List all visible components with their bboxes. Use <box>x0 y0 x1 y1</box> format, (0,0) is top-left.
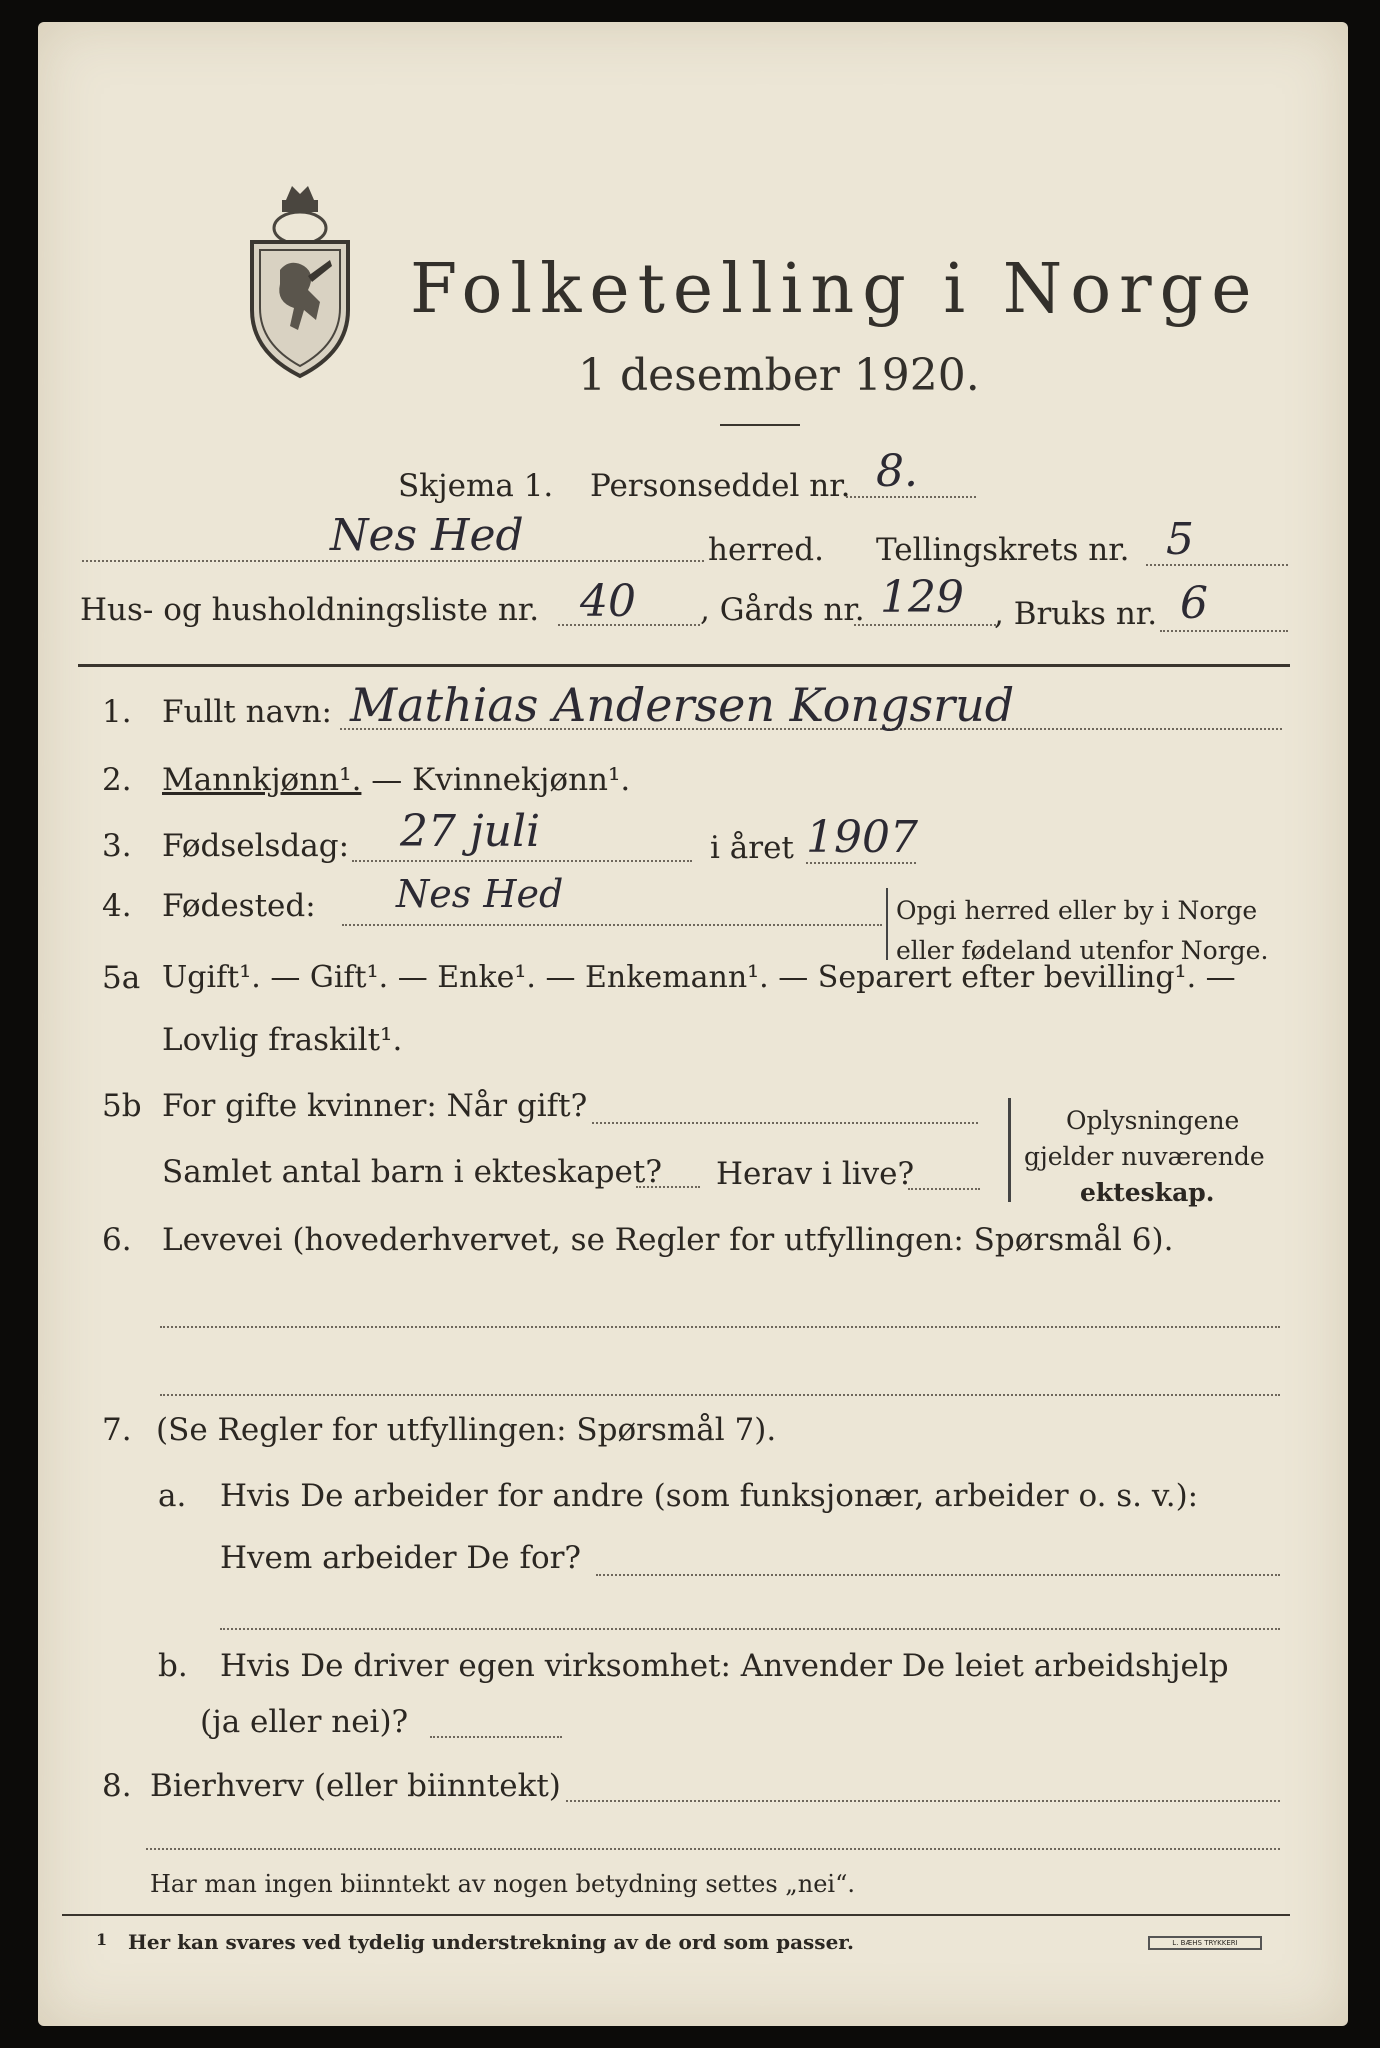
q6-field-line-2[interactable] <box>160 1394 1280 1396</box>
gards-value[interactable]: 129 <box>880 572 964 623</box>
q1-label: Fullt navn: <box>162 694 332 730</box>
form-title: Folketelling i Norge <box>410 250 1260 329</box>
q5b-number: 5b <box>102 1088 142 1124</box>
q5b-note-brace <box>1008 1098 1011 1202</box>
q5b-note-line3: ekteskap. <box>1080 1178 1215 1207</box>
q8-field-line-2[interactable] <box>146 1848 1280 1850</box>
q7a-label: a. <box>158 1478 187 1514</box>
q6-number: 6. <box>102 1222 132 1258</box>
q7-text: (Se Regler for utfyllingen: Spørsmål 7). <box>156 1412 777 1448</box>
q7b-label: b. <box>158 1648 188 1684</box>
q7a-line2: Hvem arbeider De for? <box>220 1540 582 1576</box>
footnote-mark: 1 <box>96 1930 108 1949</box>
q7b-field-line[interactable] <box>430 1736 562 1738</box>
hus-label: Hus- og husholdningsliste nr. <box>80 592 540 628</box>
q4-note-line2: eller fødeland utenfor Norge. <box>896 936 1269 965</box>
bruks-label: , Bruks nr. <box>994 596 1158 632</box>
q5b-children-field[interactable] <box>636 1186 700 1188</box>
q6-field-line-1[interactable] <box>160 1326 1280 1328</box>
herred-value[interactable]: Nes Hed <box>330 510 524 561</box>
q1-fullname-value[interactable]: Mathias Andersen Kongsrud <box>350 678 1015 732</box>
norwegian-coat-of-arms-icon <box>246 180 354 380</box>
q5b-note-line1: Oplysningene <box>1066 1106 1240 1135</box>
q4-birthplace-value[interactable]: Nes Hed <box>396 872 564 916</box>
form-date: 1 desember 1920. <box>578 350 980 401</box>
tellingskrets-label: Tellingskrets nr. <box>876 532 1130 568</box>
q4-label: Fødested: <box>162 888 316 924</box>
q2-male-text: Mannkjønn¹. <box>162 762 362 798</box>
q5b-alive-label: Herav i live? <box>716 1156 915 1192</box>
q2-female-text: — Kvinnekjønn¹. <box>361 762 631 798</box>
q7b-line1: Hvis De driver egen virksomhet: Anvender De leiet arbeidshjelp <box>220 1648 1229 1684</box>
footnote-divider <box>62 1914 1290 1916</box>
gards-field-line <box>854 624 996 626</box>
q1-number: 1. <box>102 694 132 730</box>
q7b-line2: (ja eller nei)? <box>200 1704 409 1740</box>
header-divider <box>78 664 1290 667</box>
q7a-field-line-2[interactable] <box>220 1628 1280 1630</box>
q5a-number: 5a <box>102 960 141 996</box>
q4-number: 4. <box>102 888 132 924</box>
bruks-value[interactable]: 6 <box>1180 578 1208 629</box>
tellingskrets-value[interactable]: 5 <box>1166 514 1194 565</box>
personseddel-label: Personseddel nr. <box>590 468 851 504</box>
q5b-married-when-field[interactable] <box>592 1122 978 1124</box>
title-divider <box>720 424 800 426</box>
q7-number: 7. <box>102 1412 132 1448</box>
footnote-text: Her kan svares ved tydelig understrekning av de ord som passer. <box>128 1930 854 1954</box>
q5b-alive-field[interactable] <box>908 1188 980 1190</box>
printer-stamp: L. BÆHS TRYKKERI <box>1148 1936 1262 1950</box>
q8-field-line-1[interactable] <box>566 1800 1280 1802</box>
q2-male-option[interactable] <box>162 762 630 798</box>
q5b-children-label: Samlet antal barn i ekteskapet? <box>162 1154 662 1190</box>
q4-note-brace <box>886 888 888 960</box>
q3-label: Fødselsdag: <box>162 828 350 864</box>
gards-label: , Gårds nr. <box>700 592 865 628</box>
hus-value[interactable]: 40 <box>580 576 636 627</box>
q3-number: 3. <box>102 828 132 864</box>
q5a-marital-options[interactable]: Ugift¹. — Gift¹. — Enke¹. — Enkemann¹. — Separert efter bevilling¹. — <box>162 960 1236 995</box>
q6-text: Levevei (hovederhvervet, se Regler for utfyllingen: Spørsmål 6). <box>162 1222 1174 1258</box>
q5b-note-line2: gjelder nuværende <box>1024 1142 1265 1171</box>
bruks-field-line <box>1160 630 1288 632</box>
q3-year-label: i året <box>710 830 794 866</box>
q4-field-line <box>342 924 882 926</box>
q2-number: 2. <box>102 762 132 798</box>
q5a-divorced-option[interactable]: Lovlig fraskilt¹. <box>162 1022 403 1058</box>
personseddel-value[interactable]: 8. <box>876 446 918 497</box>
herred-label: herred. <box>708 532 824 568</box>
q8-note: Har man ingen biinntekt av nogen betydning settes „nei“. <box>150 1870 855 1898</box>
q3-year-value[interactable]: 1907 <box>806 812 918 863</box>
q4-note-line1: Opgi herred eller by i Norge <box>896 896 1258 925</box>
q7a-line1: Hvis De arbeider for andre (som funksjonær, arbeider o. s. v.): <box>220 1478 1199 1514</box>
q7a-field-line-1[interactable] <box>596 1574 1280 1576</box>
q8-number: 8. <box>102 1768 132 1804</box>
q8-label: Bierhverv (eller biinntekt) <box>150 1768 561 1804</box>
skjema-label: Skjema 1. <box>398 468 554 504</box>
q3-day-value[interactable]: 27 juli <box>400 806 541 857</box>
q3-day-field-line <box>352 860 692 862</box>
q5b-married-when-label: For gifte kvinner: Når gift? <box>162 1088 588 1124</box>
